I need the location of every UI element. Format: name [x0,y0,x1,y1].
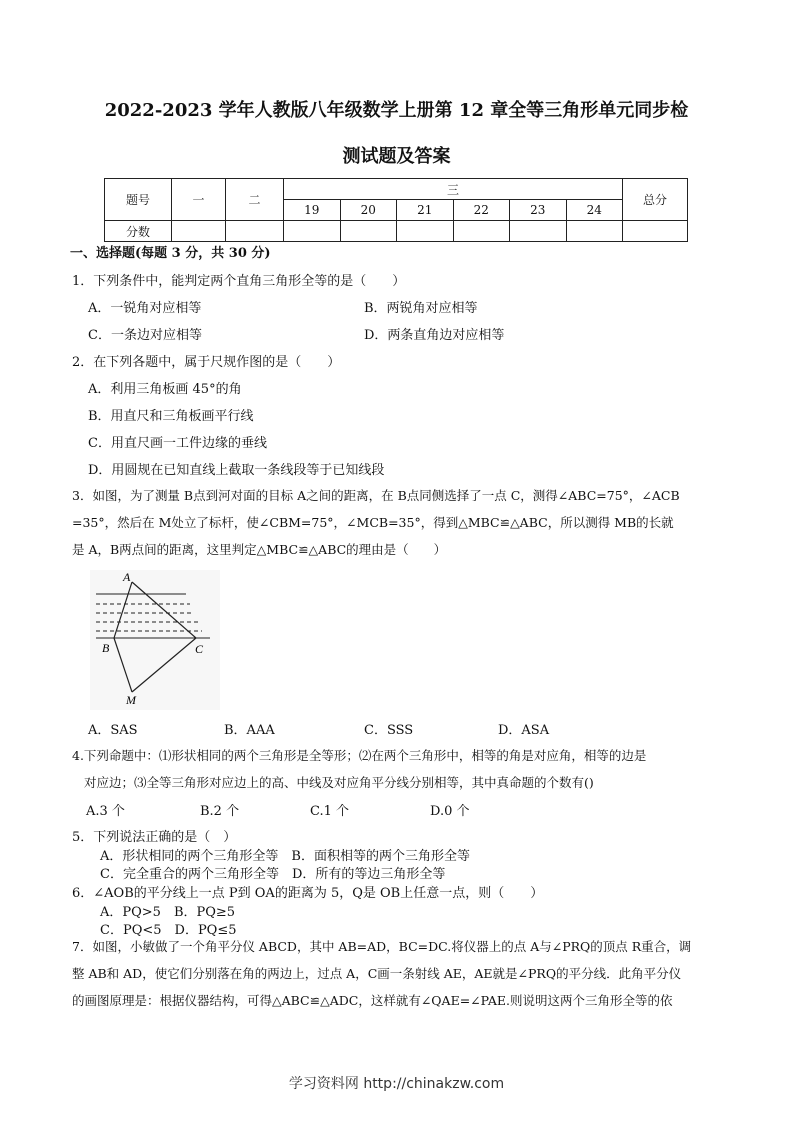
score-cell [510,221,567,242]
score-cell [566,221,623,242]
q1-stem: 1．下列条件中，能判定两个直角三角形全等的是（ ） [72,274,406,289]
score-row-label: 分数 [105,221,172,242]
q6-stem: 6．∠AOB的平分线上一点 P到 OA的距离为 5，Q是 OB上任意一点，则（ ） [72,886,544,901]
q1-option-d: D．两条直角边对应相等 [364,328,505,343]
q4-option-a: A.3 个 [86,804,125,819]
score-table [104,178,688,242]
title-line-2: 测试题及答案 [342,146,451,167]
score-cell [172,221,226,242]
score-subcol: 23 [510,200,567,221]
q6-options-ab: A．PQ>5 B．PQ≥5 [100,905,236,920]
q7-line-3: 的画图原理是：根据仪器结构，可得△ABC≌△ADC，这样就有∠QAE=∠PAE.则说明这两个三角形全等的依 [72,993,673,1008]
section-heading: 一、选择题(每题 3 分，共 30 分) [70,246,271,261]
score-col-total: 总分 [623,179,688,221]
q5-options-ab: A．形状相同的两个三角形全等 B．面积相等的两个三角形全等 [100,849,470,864]
label-a: A [123,570,131,584]
q3-line-2: =35°，然后在 M处立了标杆，使∠CBM=75°，∠MCB=35°，得到△MBC≌△ABC，所以测得 MB的长就 [72,515,674,530]
label-b: B [102,641,110,655]
q2-option-d: D．用圆规在已知直线上截取一条线段等于已知线段 [88,463,385,478]
q4-option-b: B.2 个 [200,804,240,819]
score-cell [226,221,284,242]
score-subcol: 22 [453,200,510,221]
score-col-2: 二 [226,179,284,221]
q3-option-d: D．ASA [498,723,550,738]
q1-option-c: C．一条边对应相等 [88,328,202,343]
q3-line-3: 是 A，B两点间的距离，这里判定△MBC≌△ABC的理由是（ ） [72,542,447,557]
q1-option-a: A．一锐角对应相等 [88,301,202,316]
score-subcol: 20 [340,200,397,221]
q2-option-c: C．用直尺画一工件边缘的垂线 [88,436,267,451]
q5-stem: 5．下列说法正确的是（ ） [72,830,237,845]
q1-option-b: B．两锐角对应相等 [364,301,478,316]
q4-option-c: C.1 个 [310,804,350,819]
footer-watermark: 学习资料网 http://chinakzw.com [288,1076,505,1092]
q3-option-b: B．AAA [224,723,275,738]
title-line-1: 2022-2023 学年人教版八年级数学上册第 12 章全等三角形单元同步检 [104,100,689,121]
q2-stem: 2．在下列各题中，属于尺规作图的是（ ） [72,355,341,370]
score-subcol: 24 [566,200,623,221]
score-subcol: 21 [397,200,454,221]
q7-line-2: 整 AB和 AD，使它们分别落在角的两边上，过点 A，C画一条射线 AE，AE就是∠PRQ的平分线．此角平分仪 [72,966,682,981]
score-col-3: 三 [284,179,623,200]
label-m: M [126,693,136,707]
q5-options-cd: C．完全重合的两个三角形全等 D．所有的等边三角形全等 [100,867,446,882]
label-c: C [195,642,204,656]
score-cell [284,221,341,242]
q3-option-c: C．SSS [364,723,414,738]
score-col-1: 一 [172,179,226,221]
q4-option-d: D.0 个 [430,804,470,819]
q3-option-a: A．SAS [88,723,138,738]
river-triangle-figure [90,570,220,710]
score-cell [340,221,397,242]
score-cell [623,221,688,242]
q3-line-1: 3．如图，为了测量 B点到河对面的目标 A之间的距离，在 B点同侧选择了一点 C，测得∠ABC=75°，∠ACB [72,488,680,503]
q2-option-a: A．利用三角板画 45°的角 [88,382,242,397]
q4-line-1: 4.下列命题中：⑴形状相同的两个三角形是全等形；⑵在两个三角形中，相等的角是对应角，相等的边是 [72,748,647,763]
score-subcol: 19 [284,200,341,221]
score-cell [453,221,510,242]
score-cell [397,221,454,242]
q4-line-2: 对应边；⑶全等三角形对应边上的高、中线及对应角平分线分别相等，其中真命题的个数有() [84,775,594,790]
q6-options-cd: C．PQ<5 D．PQ≤5 [100,923,237,938]
q2-option-b: B．用直尺和三角板画平行线 [88,409,254,424]
q7-line-1: 7．如图，小敏做了一个角平分仪 ABCD，其中 AB=AD，BC=DC.将仪器上的点 A与∠PRQ的顶点 R重合，调 [72,939,692,954]
score-header-label: 题号 [105,179,172,221]
